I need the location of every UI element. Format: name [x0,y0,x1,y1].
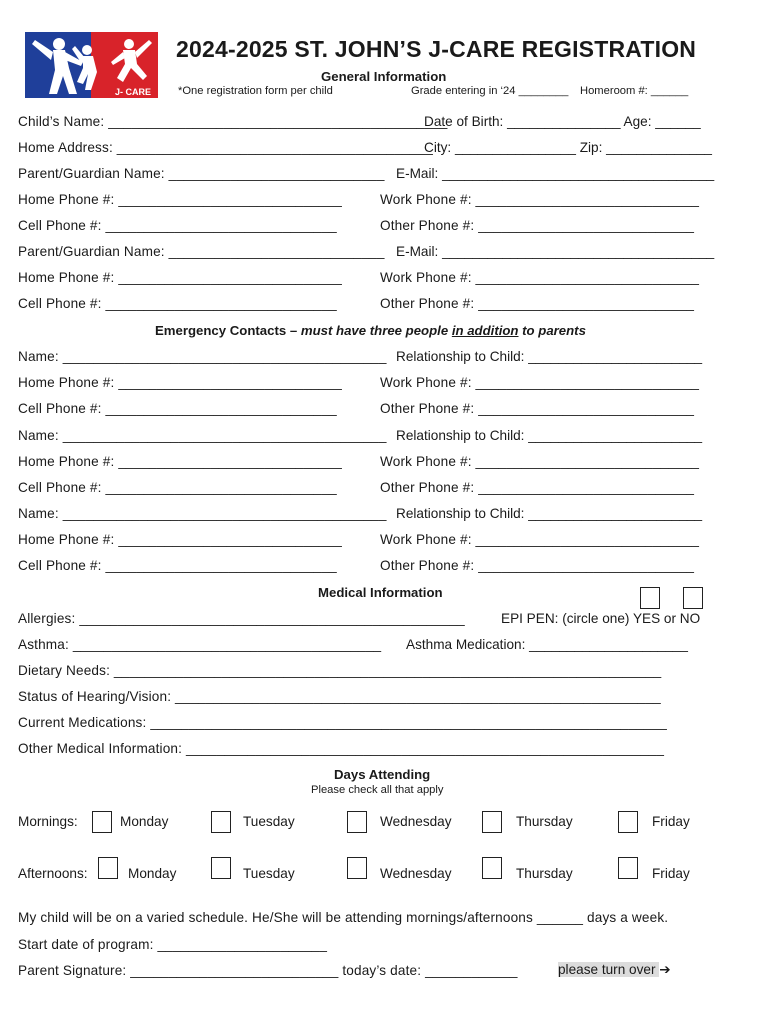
other-phone-field-2[interactable]: Other Phone #: ____________________________ [380,296,695,311]
epi-pen-field[interactable]: EPI PEN: (circle one) YES or NO [501,611,701,626]
emergency-heading-part-4: to parents [518,323,586,338]
emergency-heading-part-1: Emergency Contacts – [155,323,301,338]
jcare-logo [25,32,158,98]
afternoon-thursday-checkbox[interactable] [482,857,502,879]
jcare-logo-graphic [25,32,158,98]
afternoon-tuesday-checkbox[interactable] [211,857,231,879]
email-field-2[interactable]: E-Mail: ____________________________________ [396,244,715,259]
check-all-note: Please check all that apply [311,784,444,796]
morning-wednesday-checkbox[interactable] [347,811,367,833]
morning-friday-checkbox[interactable] [618,811,638,833]
morning-monday-checkbox[interactable] [92,811,112,833]
relationship-field-3[interactable]: Relationship to Child: _______________________ [396,506,703,521]
morning-tuesday-checkbox[interactable] [211,811,231,833]
emergency-name-field-3[interactable]: Name: __________________________________________ [18,506,387,521]
epi-no-checkbox[interactable] [683,587,703,609]
morning-friday-label: Friday [652,814,690,829]
days-attending-heading: Days Attending [334,767,431,782]
city-zip-field[interactable]: City: ________________ Zip: ______________ [424,140,712,155]
other-medical-info-field[interactable]: Other Medical Information: ______________________________________________________________ [18,741,665,756]
morning-thursday-checkbox[interactable] [482,811,502,833]
asthma-medication-field[interactable]: Asthma Medication: _____________________ [406,637,688,652]
work-phone-field-1[interactable]: Work Phone #: _____________________________ [380,192,700,207]
emergency-other-phone-3[interactable]: Other Phone #: ____________________________ [380,558,695,573]
emergency-other-phone-2[interactable]: Other Phone #: ____________________________ [380,480,695,495]
childs-name-field[interactable]: Child’s Name: ____________________________________________ [18,114,448,129]
dob-age-field[interactable]: Date of Birth: _______________ Age: ______ [424,114,701,129]
emergency-cell-phone-1[interactable]: Cell Phone #: ______________________________ [18,401,337,416]
turn-over-text: please turn over [558,962,660,977]
home-phone-field-1[interactable]: Home Phone #: _____________________________ [18,192,342,207]
afternoon-wednesday-label: Wednesday [380,866,452,881]
morning-monday-label: Monday [120,814,169,829]
afternoon-monday-label: Monday [128,866,177,881]
relationship-field-2[interactable]: Relationship to Child: _______________________ [396,428,703,443]
morning-thursday-label: Thursday [516,814,573,829]
epi-yes-checkbox[interactable] [640,587,660,609]
work-phone-field-2[interactable]: Work Phone #: _____________________________ [380,270,700,285]
afternoon-wednesday-checkbox[interactable] [347,857,367,879]
home-phone-field-2[interactable]: Home Phone #: _____________________________ [18,270,342,285]
home-address-field[interactable]: Home Address: _________________________________________ [18,140,433,155]
emergency-cell-phone-2[interactable]: Cell Phone #: ______________________________ [18,480,337,495]
guardian-name-field-2[interactable]: Parent/Guardian Name: ____________________________ [18,244,385,259]
afternoon-friday-checkbox[interactable] [618,857,638,879]
emergency-name-field-1[interactable]: Name: __________________________________________ [18,349,387,364]
cell-phone-field-1[interactable]: Cell Phone #: ______________________________ [18,218,337,233]
varied-schedule-field[interactable]: My child will be on a varied schedule. He/She will be attending mornings/afternoons ______ days a week. [18,910,669,925]
asthma-field[interactable]: Asthma: ________________________________________ [18,637,382,652]
emergency-cell-phone-3[interactable]: Cell Phone #: ______________________________ [18,558,337,573]
emergency-heading-part-2: must have three people [300,323,452,338]
afternoons-label: Afternoons: [18,866,88,881]
emergency-home-phone-3[interactable]: Home Phone #: _____________________________ [18,532,342,547]
current-medications-field[interactable]: Current Medications: ___________________________________________________________________ [18,715,667,730]
cell-phone-field-2[interactable]: Cell Phone #: ______________________________ [18,296,337,311]
emergency-work-phone-2[interactable]: Work Phone #: _____________________________ [380,454,700,469]
page-title: 2024-2025 ST. JOHN’S J-CARE REGISTRATION [176,36,697,62]
general-info-heading: General Information [321,69,447,84]
email-field-1[interactable]: E-Mail: ____________________________________ [396,166,715,181]
morning-tuesday-label: Tuesday [243,814,295,829]
afternoon-friday-label: Friday [652,866,690,881]
emergency-home-phone-1[interactable]: Home Phone #: _____________________________ [18,375,342,390]
other-phone-field-1[interactable]: Other Phone #: ____________________________ [380,218,695,233]
relationship-field-1[interactable]: Relationship to Child: _______________________ [396,349,703,364]
emergency-name-field-2[interactable]: Name: __________________________________________ [18,428,387,443]
please-turn-over-note [558,962,671,978]
parent-signature-field[interactable]: Parent Signature: ___________________________ today’s date: ____________ [18,963,518,978]
afternoon-monday-checkbox[interactable] [98,857,118,879]
guardian-name-field-1[interactable]: Parent/Guardian Name: ____________________________ [18,166,385,181]
grade-field[interactable]: Grade entering in ‘24 ________ [411,85,569,97]
dietary-needs-field[interactable]: Dietary Needs: _______________________________________________________________________ [18,663,662,678]
afternoon-tuesday-label: Tuesday [243,866,295,881]
mornings-label: Mornings: [18,814,78,829]
emergency-contacts-heading [155,323,586,338]
start-date-field[interactable]: Start date of program: ______________________ [18,937,328,952]
emergency-other-phone-1[interactable]: Other Phone #: ____________________________ [380,401,695,416]
afternoon-thursday-label: Thursday [516,866,573,881]
logo-text: J- CARE [115,87,152,97]
hearing-vision-field[interactable]: Status of Hearing/Vision: _______________________________________________________________ [18,689,661,704]
one-form-note: *One registration form per child [178,85,333,97]
emergency-home-phone-2[interactable]: Home Phone #: _____________________________ [18,454,342,469]
medical-info-heading: Medical Information [318,585,443,600]
arrow-right-icon: ➔ [659,962,671,977]
homeroom-field[interactable]: Homeroom #: ______ [580,85,689,97]
emergency-work-phone-1[interactable]: Work Phone #: _____________________________ [380,375,700,390]
emergency-work-phone-3[interactable]: Work Phone #: _____________________________ [380,532,700,547]
allergies-field[interactable]: Allergies: __________________________________________________ [18,611,465,626]
emergency-heading-part-3: in addition [451,323,519,338]
morning-wednesday-label: Wednesday [380,814,452,829]
